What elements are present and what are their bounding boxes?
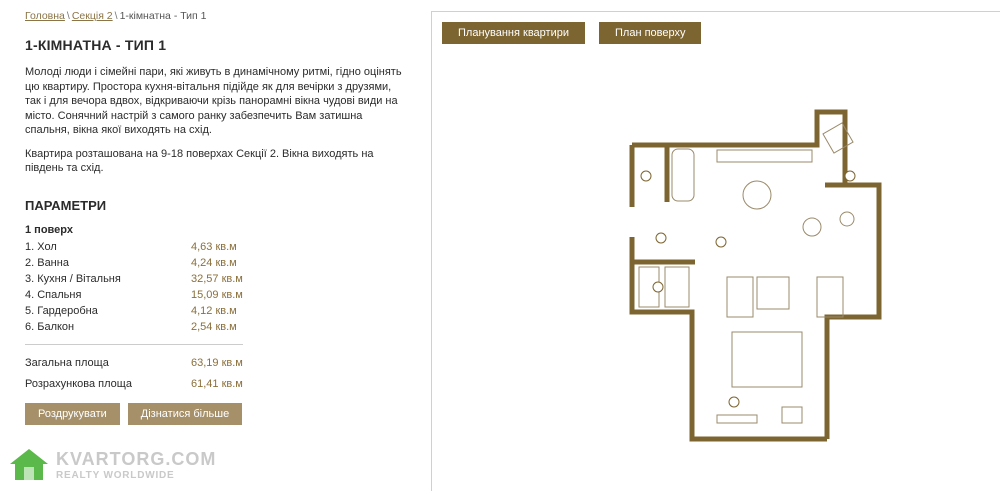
param-value: 15,09 кв.м [191, 289, 243, 302]
param-value: 4,63 кв.м [191, 240, 237, 253]
param-name: 2. Ванна [25, 256, 69, 269]
calc-area-label: Розрахункова площа [25, 377, 132, 390]
page-title: 1-КІМНАТНА - ТИП 1 [25, 37, 167, 53]
tab-floor-plan[interactable]: План поверху [599, 22, 701, 44]
param-row [25, 303, 405, 319]
param-row [25, 271, 405, 287]
breadcrumb-home[interactable]: Головна [25, 10, 65, 22]
total-area-label: Загальна площа [25, 356, 109, 369]
param-value: 4,12 кв.м [191, 305, 237, 318]
house-logo-icon [8, 447, 50, 483]
floor-label: 1 поверх [25, 223, 73, 236]
param-name: 5. Гардеробна [25, 305, 98, 318]
watermark [8, 447, 216, 483]
learn-more-button[interactable]: Дізнатися більше [128, 403, 242, 425]
breadcrumb-current: 1-кімнатна - Тип 1 [119, 10, 207, 22]
breadcrumb-separator: \ [66, 10, 70, 22]
breadcrumb [25, 10, 405, 22]
param-row [25, 287, 405, 303]
param-name: 4. Спальня [25, 289, 82, 302]
param-value: 4,24 кв.м [191, 256, 237, 269]
calc-area-value: 61,41 кв.м [191, 377, 243, 390]
param-row [25, 255, 405, 271]
action-buttons [25, 403, 405, 425]
total-area-value: 63,19 кв.м [191, 356, 243, 369]
location-paragraph: Квартира розташована на 9-18 поверхах Секції 2. Вікна виходять на південь та схід. [25, 147, 374, 174]
params-heading: ПАРАМЕТРИ [25, 197, 107, 213]
info-column [25, 10, 405, 425]
param-row [25, 319, 405, 335]
param-name: 1. Хол [25, 240, 57, 253]
breadcrumb-separator: \ [114, 10, 118, 22]
param-name: 6. Балкон [25, 321, 75, 334]
divider [25, 344, 243, 345]
tab-apartment-plan[interactable]: Планування квартири [442, 22, 585, 44]
watermark-subtitle: REALTY WORLDWIDE [56, 470, 175, 481]
watermark-title: KVARTORG.COM [56, 449, 217, 469]
param-value: 2,54 кв.м [191, 321, 237, 334]
param-value: 32,57 кв.м [191, 272, 243, 285]
calc-area-row [25, 374, 405, 395]
param-row [25, 239, 405, 255]
params-table [25, 239, 405, 336]
plan-tabs [442, 22, 701, 44]
param-name: 3. Кухня / Вітальня [25, 272, 121, 285]
breadcrumb-section[interactable]: Секція 2 [71, 10, 113, 22]
print-button[interactable]: Роздрукувати [25, 403, 120, 425]
plan-panel [431, 11, 1000, 491]
total-area-row [25, 353, 405, 374]
description-paragraph: Молоді люди і сімейні пари, які живуть в динамічному ритмі, гідно оцінять цю квартиру. Простора кухня-вітальня підійде як для вечірки з друзями, так і для вечора вдвох, відкриваючи крізь панорамні вікна чудові види на місто. Сонячний настрій з самого ранку забезпечить Вам затишна спальня, вікна якої виходять на схід. [25, 66, 402, 136]
floor-plan-drawing [617, 107, 882, 452]
